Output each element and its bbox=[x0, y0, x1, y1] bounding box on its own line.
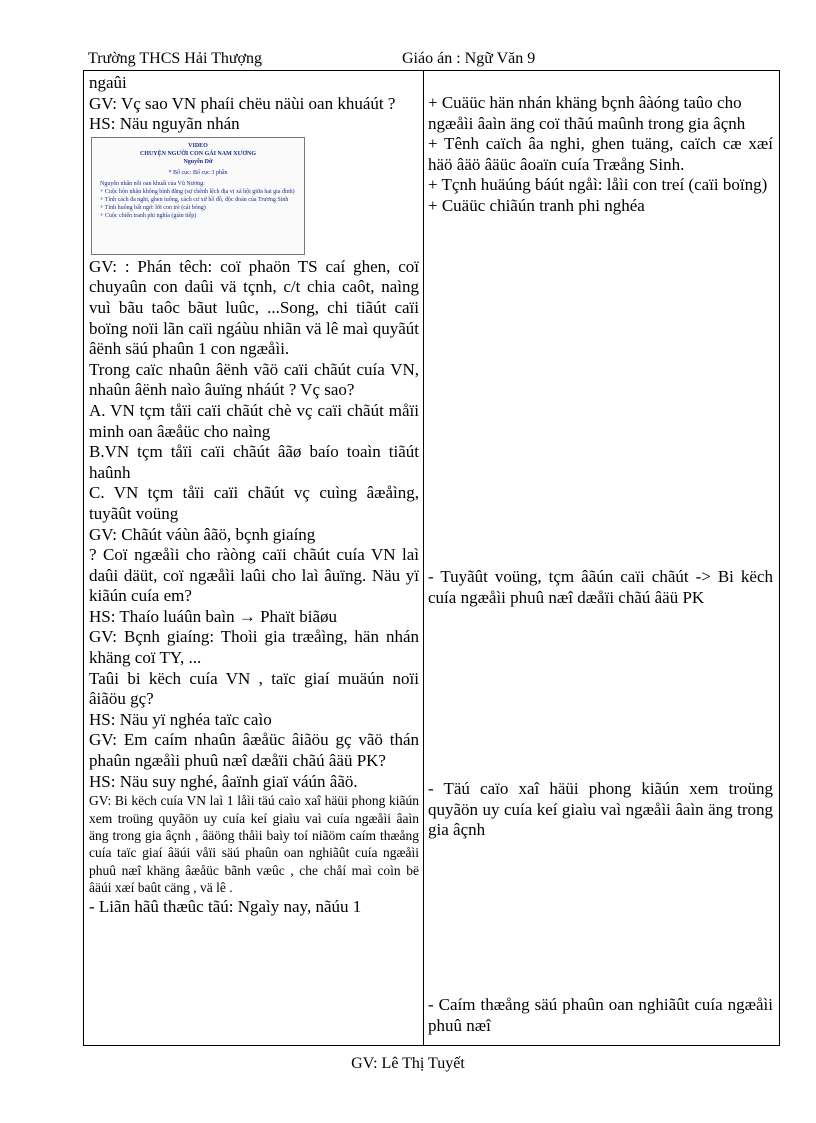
slide-title: Nguyễn Dữ bbox=[183, 158, 213, 165]
slide-subtitle: * Bố cục: Bố cục 3 phần bbox=[168, 169, 228, 176]
left-paragraph: HS: Thaío luáûn baìn → Phaït biãøu bbox=[89, 606, 338, 626]
left-paragraph: GV: Bçnh giaíng: Thoìi gia træåìng, hän nhán khäng coï TY, ... bbox=[89, 627, 419, 668]
left-line: HS: Näu nguyãn nhán bbox=[89, 114, 240, 134]
left-paragraph: Trong caïc nhaûn âënh vãö caïi chãút cuía VN, nhaûn âënh naìo âuïng nháút ? Vç sao? bbox=[89, 359, 419, 400]
left-last-line: - Liãn hãû thæûc tãú: Ngaìy nay, nãúu 1 bbox=[89, 896, 362, 916]
left-paragraph: GV: Chãút váùn âãö, bçnh giaíng bbox=[89, 524, 316, 544]
right-line: - Tuyãût voüng, tçm âãún caïi chãút -> Bi këch cuía ngæåìi phuû næî dæåïi chãú âäü PK bbox=[428, 567, 773, 607]
right-line: + Cuäüc hän nhán khäng bçnh âàóng taûo cho bbox=[428, 93, 742, 112]
right-line: - Caím thæång säú phaûn oan nghiãût cuía ngæåìi phuû næî bbox=[428, 995, 773, 1035]
left-line: ngaûi bbox=[89, 73, 127, 92]
right-block-tragedy bbox=[428, 567, 773, 608]
page-footer: GV: Lê Thị Tuyết bbox=[351, 1055, 465, 1072]
right-line: + Tênh caïch âa nghi, ghen tuäng, caïch cæ xæí häö âäö âäüc âoaïn cuía Træång Sinh. bbox=[428, 134, 773, 174]
school-name: Trường THCS Hải Thượng bbox=[88, 50, 262, 67]
right-line: ngæåìi âaìn äng coï thãú maûnh trong gia âçnh bbox=[428, 113, 746, 133]
right-block-sympathy bbox=[428, 995, 773, 1036]
teacher-activity-column bbox=[84, 71, 424, 1045]
slide-title: VIDEO bbox=[188, 142, 208, 149]
left-small-paragraph: GV: Bi këch cuía VN laì 1 låìi täú caìo xaî häüi phong kiãún xem troüng quyãön uy cuía keí giaìu vaì cuía ngæåìi âaìn äng trong gia âçnh , âäöng thåìi baìy toí niãöm caím thæång cuía taïc giaí âäúi våïi säú phaûn oan nghiãût cuía ngæåìi phuû næî khäng âæåüc bãnh væûc , che chåí maì coìn bë âäúi xæí baût cäng , vä lê . bbox=[89, 793, 419, 896]
left-line: GV: Vç sao VN phaíi chëu näùi oan khuáút ? bbox=[89, 93, 396, 113]
right-block-causes bbox=[428, 93, 773, 217]
left-paragraph: HS: Näu yï nghéa taïc caìo bbox=[89, 709, 272, 729]
content-column bbox=[424, 71, 779, 1045]
left-paragraph: GV: : Phán têch: coï phaön TS caí ghen, coï chuyaûn con daûi vä tçnh, c/t chia caôt, naìng vuì bãu taôc bãut luûc, ...Song, chi tiãút caïi boïng noïi lãn caïi ngáùu nhiãn vä lê maì quyãút âënh säú phaûn 1 con ngæåìi. bbox=[89, 256, 419, 359]
right-line: - Täú caïo xaî häüi phong kiãún xem troüng quyãön uy cuía keí giaìu vaì ngæåìi âaìn äng trong gia âçnh bbox=[428, 779, 773, 840]
left-paragraph: A. VN tçm tåïi caïi chãút chè vç caïi chãút måïi minh oan âæåüc cho naìng bbox=[89, 400, 419, 441]
slide-item: + Cuộc hôn nhân không bình đẳng (sự chênh lệch địa vị xã hội giữa hai gia đình) bbox=[100, 188, 295, 195]
left-paragraph: ? Coï ngæåìi cho ràòng caïi chãút cuía VN laì daûi däüt, coï ngæåìi laûi cho laì âuïng. Näu yï kiãún cuía em? bbox=[89, 545, 419, 606]
slide-thumbnail bbox=[91, 137, 305, 255]
right-line: + Tçnh huäúng báút ngåì: låìi con treí (caïi boïng) bbox=[428, 175, 768, 195]
slide-item: Nguyên nhân nỗi oan khuất của Vũ Nương: bbox=[100, 180, 205, 187]
slide-title: CHUYỆN NGƯỜI CON GÁI NAM XƯƠNG bbox=[139, 150, 257, 157]
lesson-plan-title: Giáo án : Ngữ Văn 9 bbox=[402, 50, 536, 67]
left-paragraph: C. VN tçm tåïi caïi chãút vç cuìng âæåìng, tuyãût voüng bbox=[89, 483, 419, 523]
right-line: + Cuäüc chiãún tranh phi nghéa bbox=[428, 195, 645, 215]
right-block-denounce bbox=[428, 779, 773, 841]
lesson-table bbox=[83, 70, 780, 1046]
left-paragraph: HS: Näu suy nghé, âaïnh giaï váún âãö. bbox=[89, 771, 358, 791]
slide-item: + Tính cách đa nghi, ghen tuông, cách cư xử hồ đồ, độc đoán của Trương Sinh bbox=[100, 196, 289, 203]
left-paragraph: B.VN tçm tåïi caïi chãút âãø baío toaìn tiãút haûnh bbox=[89, 442, 419, 482]
slide-item: + Tình huống bất ngờ: lời con trẻ (cái bóng) bbox=[100, 204, 206, 211]
slide-item: + Cuộc chiến tranh phi nghĩa (gián tiếp) bbox=[100, 212, 197, 219]
left-paragraph: Taûi bi këch cuía VN , taïc giaí muäún noïi âiãöu gç? bbox=[89, 668, 419, 709]
page-header bbox=[88, 50, 778, 71]
left-paragraph: GV: Em caím nhaûn âæåüc âiãöu gç vãö thán phaûn ngæåìi phuû næî dæåïi chãú âäü PK? bbox=[89, 730, 419, 771]
